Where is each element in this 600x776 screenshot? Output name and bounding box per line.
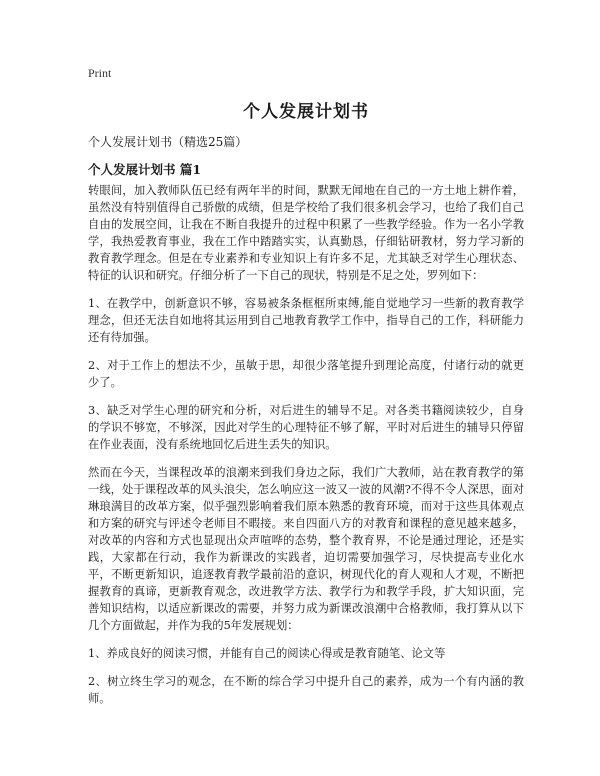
print-label[interactable]: Print: [88, 66, 112, 80]
body-paragraph-point-3: 3、缺乏对学生心理的研究和分析，对后进生的辅导不足。对各类书籍阅读较少，自身的学识不够宽，不够深，因此对学生的心理特征不够了解，平时对后进生的辅导只停留在作业表面，没有系统地回忆后进生丢失的知识。: [88, 404, 524, 451]
section-heading: 个人发展计划书 篇1: [88, 162, 202, 177]
document-title: 个人发展计划书: [243, 102, 369, 122]
document-body: [88, 182, 524, 718]
body-paragraph-point-2: 2、对于工作上的想法不少，虽敏于思，却很少落笔提升到理论高度，付诸行动的就更少了。: [88, 359, 524, 389]
body-paragraph-point-1: 1、在教学中，创新意识不够，容易被条条框框所束缚,能自觉地学习一些新的教育教学理念，但还无法自如地将其运用到自己地教育教学工作中，指导自己的工作，科研能力还有待加强。: [88, 297, 524, 344]
body-paragraph-reform: 然而在今天，当课程改革的浪潮来到我们身边之际，我们广大教师，站在教育教学的第一线，处于课程改革的风头浪尖，怎么响应这一波又一波的风潮?不得不令人深思，面对琳琅满目的改革方案，似乎强烈影响着我们原本熟悉的教育环境，而对于这些具体观点和方案的研究与评述令老师目不暇接。来自四面八方的对教育和课程的意见越来越多，对改革的内容和方式也显现出众声喧哗的态势，整个教育界，不论是通过理论，还是实践，大家都在行动，我作为新课改的实践者，迫切需要加强学习，尽快提高专业化水平，不断更新知识，追逐教育教学最前沿的意识，树现代化的育人观和人才观，不断把握教育的真谛，更新教育观念，改进教学方法、教学行为和教学手段，扩大知识面，完善知识结构，以适应新课改的需要，并努力成为新课改浪潮中合格教师，我打算从以下几个方面做起，并作为我的5年发展规划：: [88, 466, 524, 632]
document-subtitle: 个人发展计划书（精选25篇）: [88, 135, 248, 149]
body-paragraph-plan-2: 2、树立终生学习的观念，在不断的综合学习中提升自己的素养，成为一个有内涵的教师。: [88, 675, 524, 705]
body-paragraph-intro: 转眼间，加入教师队伍已经有两年半的时间，默默无闻地在自己的一方土地上耕作着，虽然没有特别值得自己骄傲的成绩，但是学校给了我们很多机会学习，也给了我们自己自由的发展空间，让我在不断自我提升的过程中积累了一些教学经验。作为一名小学教学，我热爱教育事业，我在工作中踏踏实实，认真勤恳，仔细钻研教材，努力学习新的教育教学理念。但是在专业素养和专业知识上有许多不足，尤其缺乏对学生心理状态、特征的认识和研究。仔细分析了一下自己的现状，特别是不足之处，罗列如下：: [88, 184, 524, 282]
body-paragraph-plan-1: 1、养成良好的阅读习惯，并能有自己的阅读心得或是教育随笔、论文等: [88, 647, 446, 660]
